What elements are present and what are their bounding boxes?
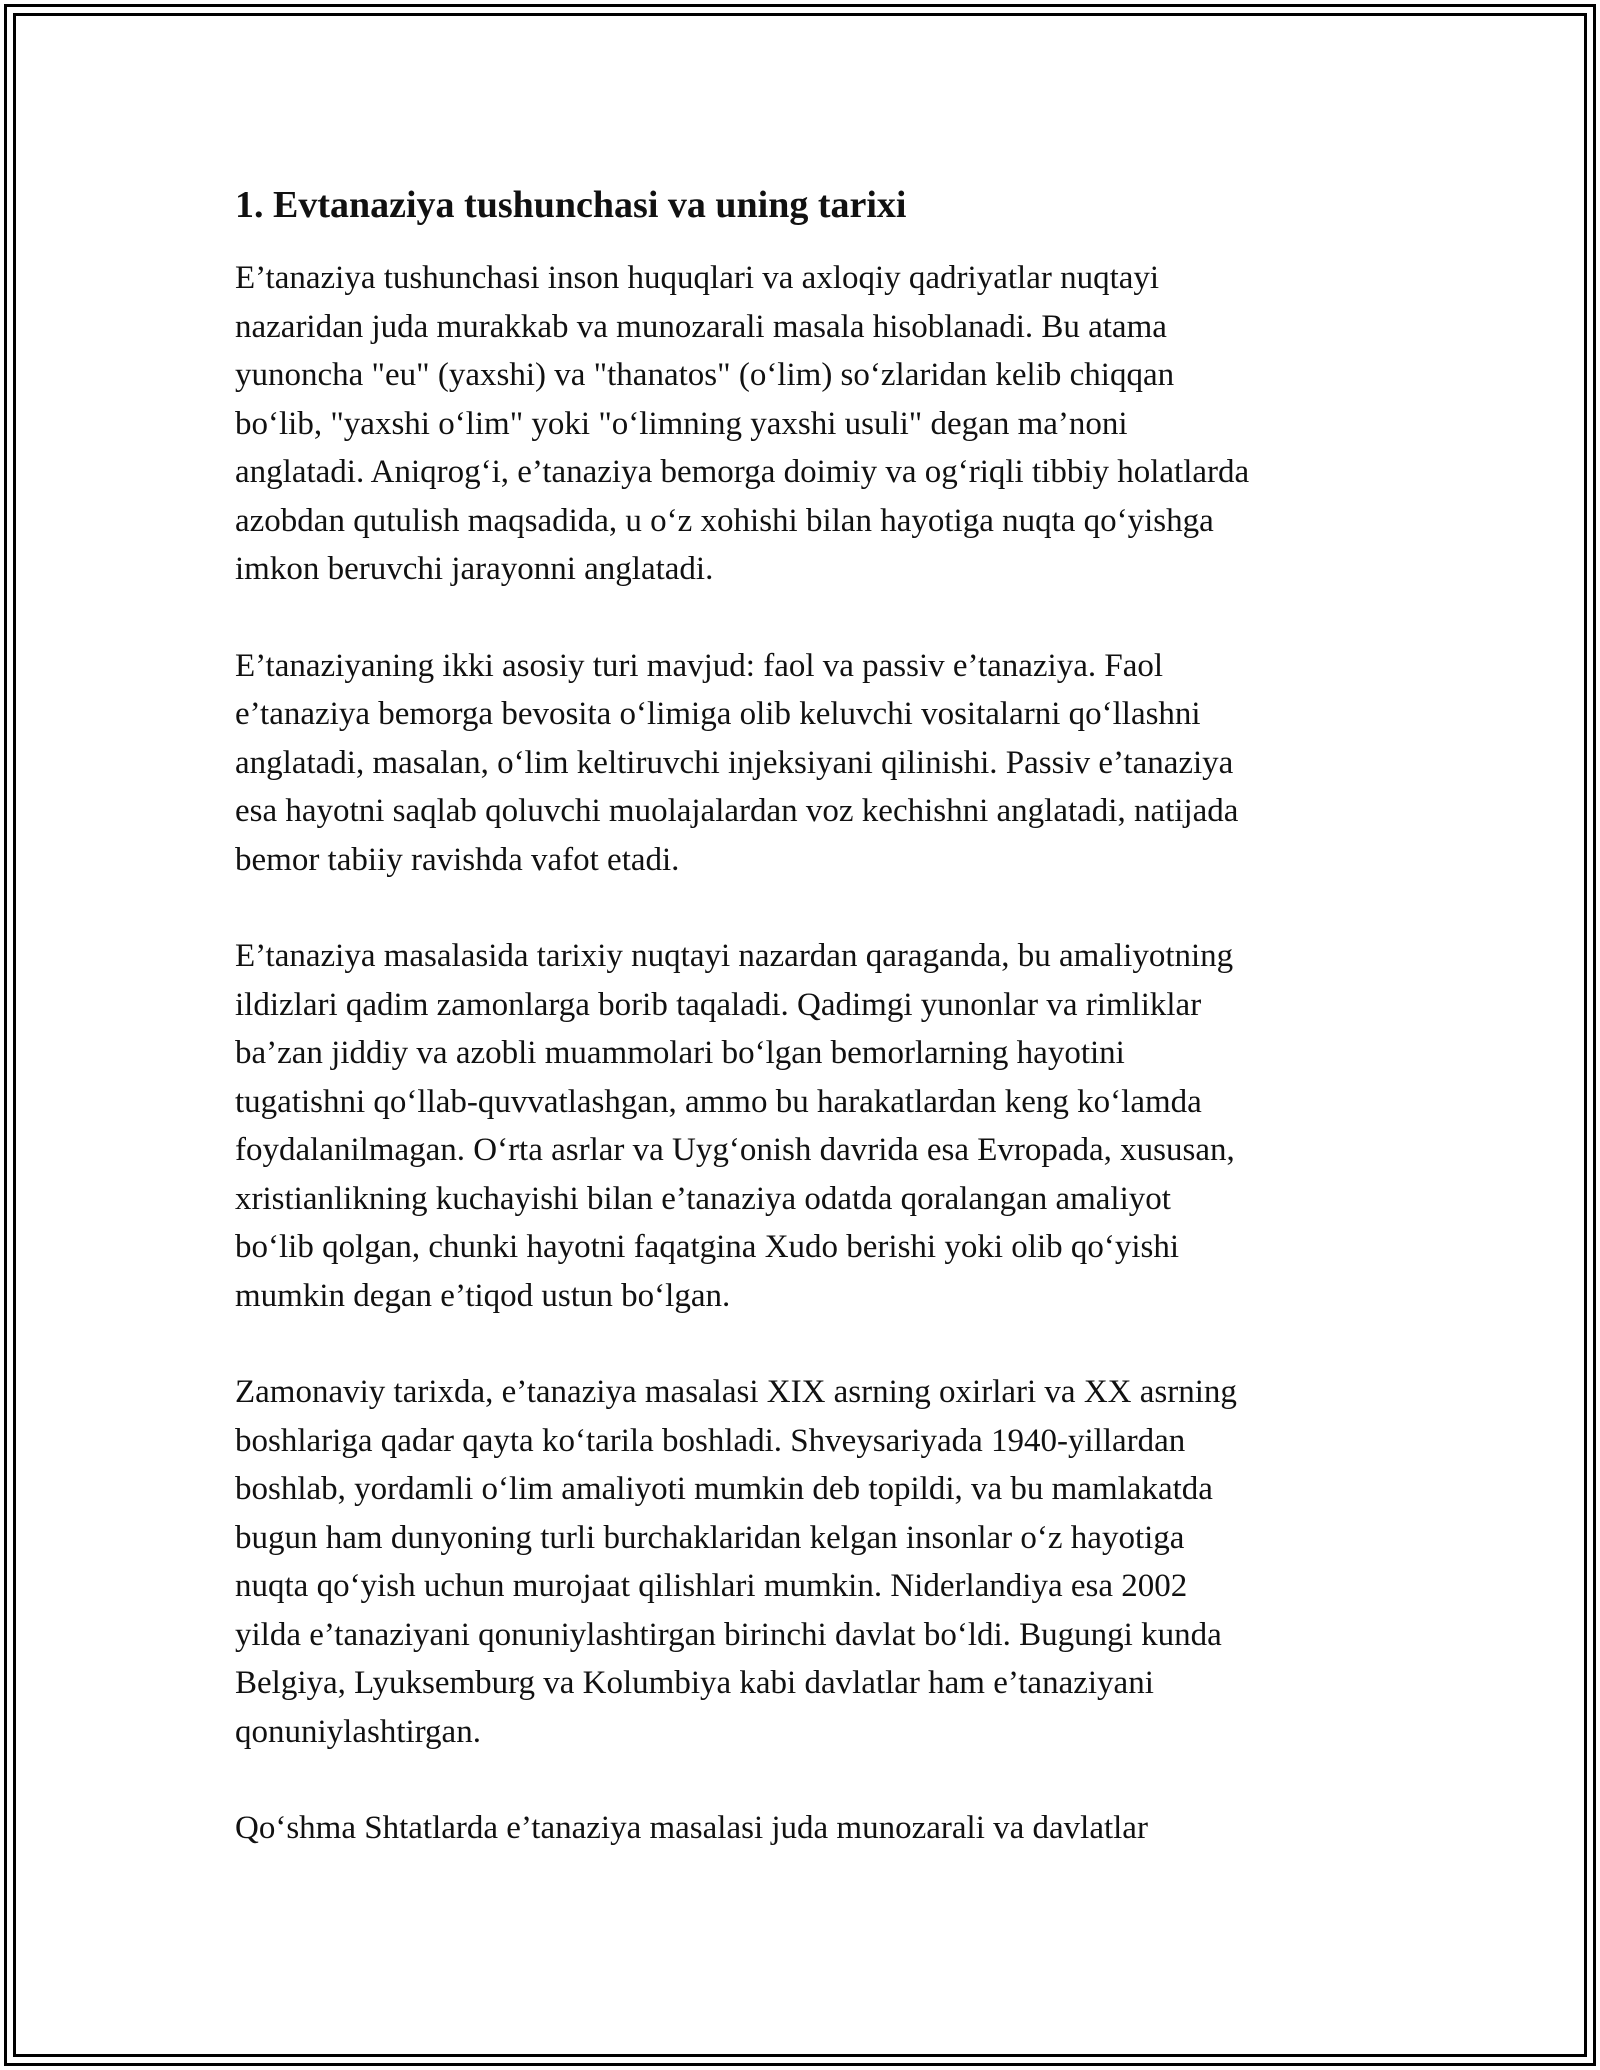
text-line: boshlariga qadar qayta ko‘tarila boshladi. Shveysariyada 1940-yillardan	[235, 1422, 1186, 1459]
text-line: Belgiya, Lyuksemburg va Kolumbiya kabi davlatlar ham e’tanaziyani	[235, 1665, 1154, 1701]
text-line: ba’zan jiddiy va azobli muammolari bo‘lgan bemorlarning hayotini	[235, 1035, 1125, 1071]
text-line: bo‘lib, "yaxshi o‘lim" yoki "o‘limning yaxshi usuli" degan ma’noni	[235, 405, 1128, 442]
text-line: xristianlikning kuchayishi bilan e’tanaziya odatda qoralangan amaliyot	[235, 1180, 1171, 1217]
text-line: E’tanaziya tushunchasi inson huquqlari va axloqiy qadriyatlar nuqtayi	[235, 260, 1160, 296]
paragraph-definition	[235, 254, 1375, 594]
text-line: imkon beruvchi jarayonni anglatadi.	[235, 551, 714, 587]
text-line: azobdan qutulish maqsadida, u o‘z xohishi bilan hayotiga nuqta qo‘yishga	[235, 502, 1214, 539]
text-line: mumkin degan e’tiqod ustun bo‘lgan.	[235, 1277, 731, 1314]
text-line: Zamonaviy tarixda, e’tanaziya masalasi XIX asrning oxirlari va XX asrning	[235, 1374, 1237, 1410]
text-line: Qo‘shma Shtatlarda e’tanaziya masalasi juda munozarali va davlatlar	[235, 1810, 1148, 1846]
paragraph-types	[235, 642, 1375, 885]
text-line: E’tanaziya masalasida tarixiy nuqtayi nazardan qaraganda, bu amaliyotning	[235, 938, 1234, 974]
text-line: qonuniylashtirgan.	[235, 1713, 481, 1750]
text-line: boshlab, yordamli o‘lim amaliyoti mumkin deb topildi, va bu mamlakatda	[235, 1471, 1213, 1507]
text-line: nuqta qo‘yish uchun murojaat qilishlari mumkin. Niderlandiya esa 2002	[235, 1568, 1188, 1604]
text-line: bugun ham dunyoning turli burchaklaridan kelgan insonlar o‘z hayotiga	[235, 1519, 1185, 1556]
text-line: esa hayotni saqlab qoluvchi muolajalardan voz kechishni anglatadi, natijada	[235, 793, 1239, 829]
text-line: yunoncha "eu" (yaxshi) va "thanatos" (o‘lim) so‘zlaridan kelib chiqqan	[235, 357, 1175, 393]
text-line: foydalanilmagan. O‘rta asrlar va Uyg‘onish davrida esa Evropada, xususan,	[235, 1132, 1235, 1168]
paragraph-history-ancient	[235, 932, 1375, 1320]
text-line: yilda e’tanaziyani qonuniylashtirgan birinchi davlat bo‘ldi. Bugungi kunda	[235, 1616, 1222, 1653]
text-line: bemor tabiiy ravishda vafot etadi.	[235, 841, 680, 878]
text-line: bo‘lib qolgan, chunki hayotni faqatgina Xudo berishi yoki olib qo‘yishi	[235, 1229, 1180, 1265]
text-line: nazaridan juda murakkab va munozarali masala hisoblanadi. Bu atama	[235, 308, 1167, 345]
text-line: e’tanaziya bemorga bevosita o‘limiga olib keluvchi vositalarni qo‘llashni	[235, 696, 1201, 732]
text-line: E’tanaziyaning ikki asosiy turi mavjud: faol va passiv e’tanaziya. Faol	[235, 647, 1164, 684]
section-heading: 1. Evtanaziya tushunchasi va uning tarixi	[235, 184, 907, 226]
document-body	[235, 182, 1375, 1901]
text-line: tugatishni qo‘llab-quvvatlashgan, ammo bu harakatlardan keng ko‘lamda	[235, 1083, 1202, 1120]
paragraph-usa	[235, 1804, 1375, 1853]
text-line: ildizlari qadim zamonlarga borib taqaladi. Qadimgi yunonlar va rimliklar	[235, 986, 1202, 1023]
paragraph-history-modern	[235, 1368, 1375, 1756]
text-line: anglatadi, masalan, o‘lim keltiruvchi injeksiyani qilinishi. Passiv e’tanaziya	[235, 744, 1234, 781]
text-line: anglatadi. Aniqrog‘i, e’tanaziya bemorga doimiy va og‘riqli tibbiy holatlarda	[235, 454, 1250, 490]
